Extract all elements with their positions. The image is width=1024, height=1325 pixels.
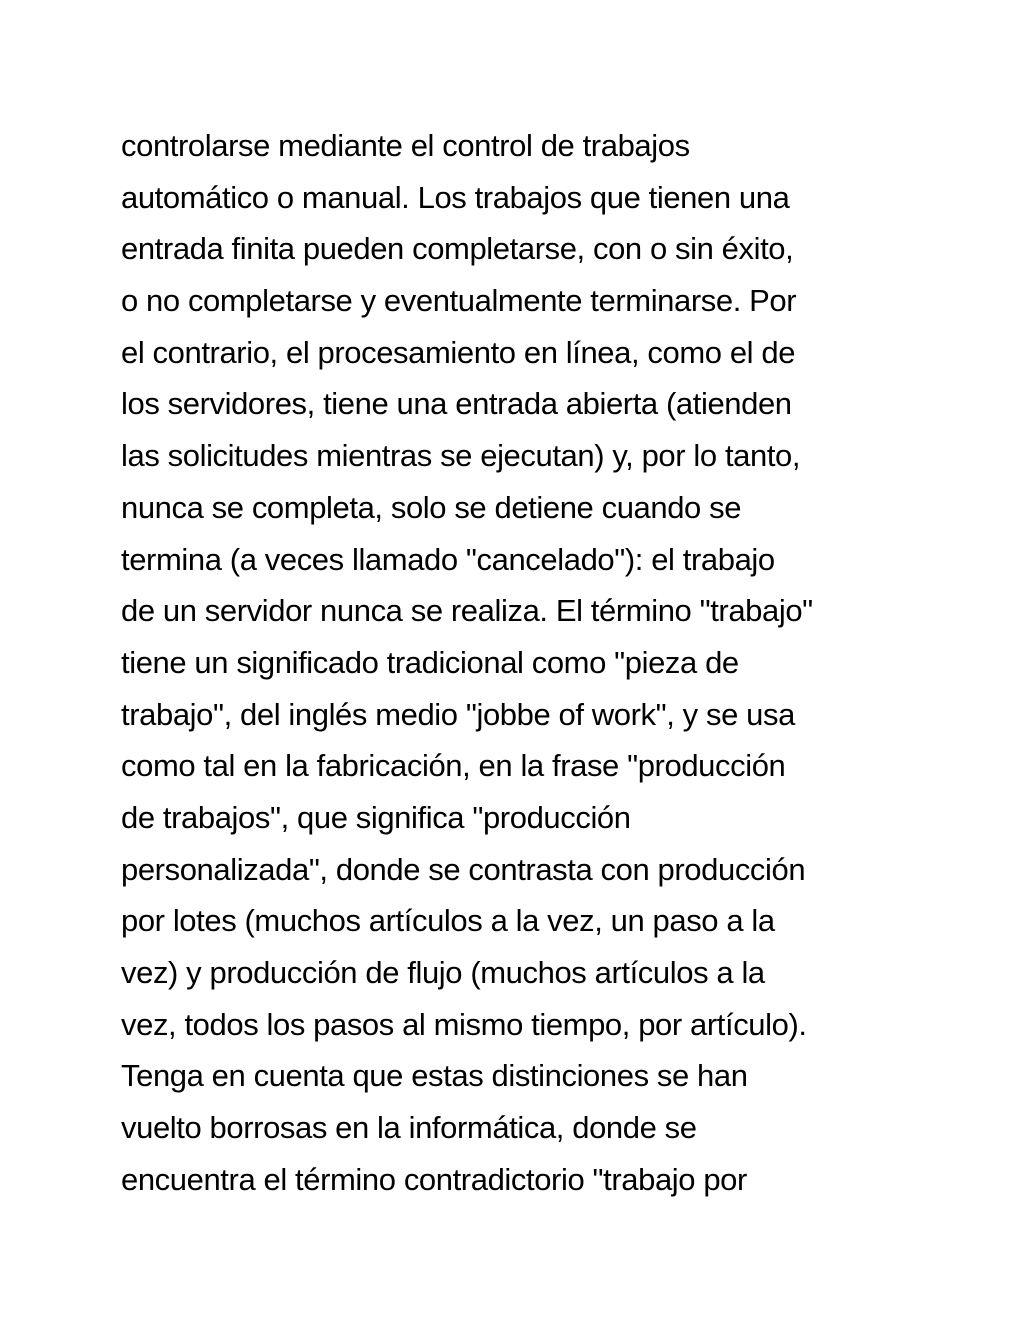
text-line: Tenga en cuenta que estas distinciones se han <box>121 1058 748 1094</box>
text-line: las solicitudes mientras se ejecutan) y, por lo tanto, <box>121 438 801 474</box>
text-line: encuentra el término contradictorio "trabajo por <box>121 1161 747 1197</box>
text-line: vuelto borrosas en la informática, donde se <box>121 1110 697 1146</box>
text-line: nunca se completa, solo se detiene cuando se <box>121 489 742 525</box>
text-line: o no completarse y eventualmente terminarse. Por <box>121 283 797 319</box>
text-line: tiene un significado tradicional como "pieza de <box>121 644 739 680</box>
text-line: por lotes (muchos artículos a la vez, un paso a la <box>121 903 775 939</box>
text-line: el contrario, el procesamiento en línea, como el de <box>121 334 796 370</box>
text-line: automático o manual. Los trabajos que tienen una <box>121 179 790 215</box>
body-text <box>121 120 921 1205</box>
text-line: los servidores, tiene una entrada abierta (atienden <box>121 386 792 422</box>
text-line: termina (a veces llamado "cancelado"): el trabajo <box>121 541 775 577</box>
text-line: vez, todos los pasos al mismo tiempo, por artículo). <box>121 1006 807 1042</box>
text-line: como tal en la fabricación, en la frase "producción <box>121 748 786 784</box>
text-line: controlarse mediante el control de trabajos <box>121 128 690 163</box>
text-line: vez) y producción de flujo (muchos artículos a la <box>121 955 765 990</box>
text-line: de un servidor nunca se realiza. El término "trabajo" <box>121 593 813 629</box>
text-line: trabajo", del inglés medio "jobbe of work", y se usa <box>121 696 795 732</box>
text-line: de trabajos", que significa "producción <box>121 799 631 835</box>
text-line: entrada finita pueden completarse, con o sin éxito, <box>121 231 794 267</box>
text-line: personalizada", donde se contrasta con producción <box>121 851 806 887</box>
